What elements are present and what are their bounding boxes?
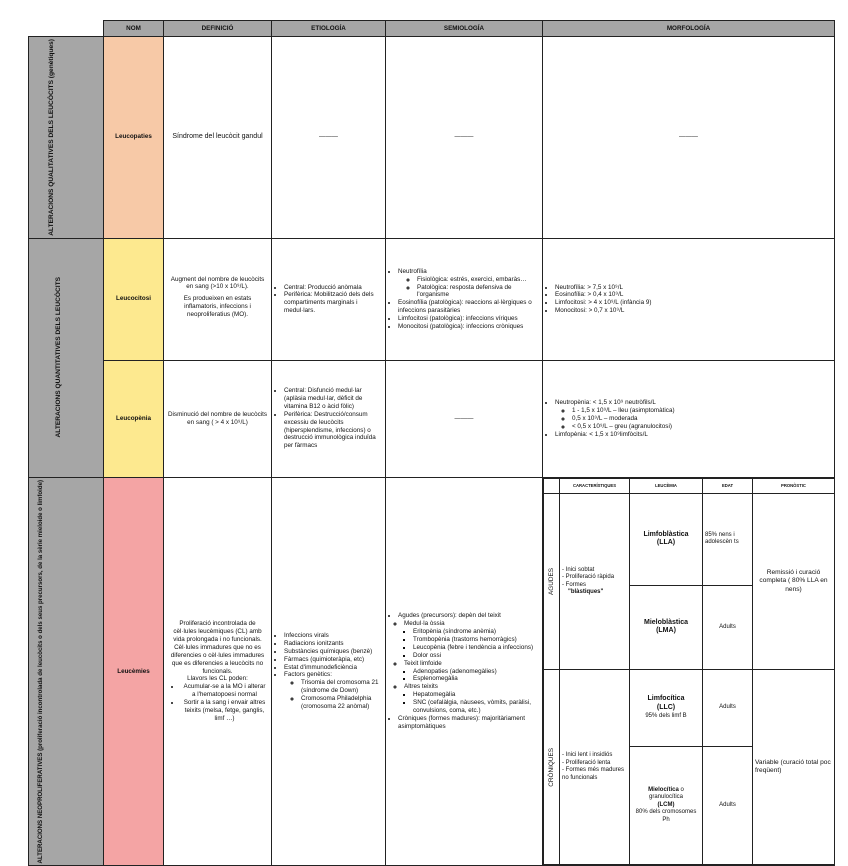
list-item: • Eosinofília: > 0,4 x 10⁹/L — [555, 291, 831, 299]
name-leucemies: Leucèmies — [104, 477, 164, 865]
row-leucocitosi — [29, 238, 835, 360]
header-nom: NOM — [104, 21, 164, 37]
lmc-edat: Adults — [703, 746, 753, 865]
morfologia-leucocitosi-list — [546, 284, 831, 315]
list-item: ◦ < 0,5 x 10⁹/L – greu (agranulocitosi) — [572, 423, 831, 431]
list-item: ▪ Adenopaties (adenomegàlies) — [413, 668, 539, 676]
agudes-label: Agudes (precursors): depèn del teixit — [398, 612, 501, 620]
etiologia-leucopaties: ——— — [272, 37, 386, 239]
definicio-leucemies-list — [167, 683, 268, 722]
list-item: ◦ Fisiològica: estrés, exercici, embaràs… — [417, 276, 539, 284]
definicio-leucopaties: Síndrome del leucòcit gandul — [164, 37, 272, 239]
header-row — [29, 21, 835, 37]
sub-row-llc — [544, 670, 835, 747]
lma-cell: Mieloblàstica (LMA) — [630, 585, 703, 669]
etiologia-leucemies-list — [275, 632, 382, 711]
semiologia-leucopenia: ——— — [386, 360, 543, 477]
list-item — [404, 683, 539, 714]
list-item: - Proliferació lenta — [562, 759, 611, 766]
morfologia-leucemies — [543, 477, 835, 865]
list-item: ▪ Esplenomegàlia — [413, 675, 539, 683]
row-leucemies — [29, 477, 835, 865]
sub-header-row — [544, 478, 835, 493]
list-item: • Limfopènia: < 1,5 x 10⁹limfòcits/L — [555, 431, 831, 439]
list-item: • Monocitosi: > 0,7 x 10⁹/L — [555, 307, 831, 315]
neutropenia-label: Neutropènia: < 1,5 x 10⁹ neutròfils/L — [555, 399, 656, 407]
semiologia-leucemies — [386, 477, 543, 865]
list-item: ◦ 1 - 1,5 x 10⁹/L – lleu (asimptomàtica) — [572, 407, 831, 415]
definicio-leucocitosi — [164, 238, 272, 360]
name-leucopenia: Leucopènia — [104, 360, 164, 477]
medula-label: Medul·la òssia — [404, 620, 445, 628]
morfologia-leucopenia — [543, 360, 835, 477]
blastiques-label: "blàstiques" — [568, 589, 604, 595]
list-item: ▪ Dolor ossi — [413, 652, 539, 660]
row-leucopenia — [29, 360, 835, 477]
lla-edat: 85% nens i adolescèn ts — [703, 494, 753, 586]
list-item: ◦ 0,5 x 10⁹/L – moderada — [572, 415, 831, 423]
list-item: • Central: Producció anòmala — [284, 284, 382, 292]
list-item: - Inici lent i insidiós — [562, 752, 613, 759]
header-definicio: DEFINICIÓ — [164, 21, 272, 37]
sub-header-pronostic: PRONÒSTIC — [753, 478, 835, 493]
list-item — [398, 612, 539, 714]
list-item: • Infeccions virals — [284, 632, 382, 640]
definicio-leucopenia: Disminució del nombre de leucòcits en sang ( > 4 x 10⁹/L) — [164, 360, 272, 477]
header-morfologia: MORFOLOGÍA — [543, 21, 835, 37]
list-item: • Radiacions ionitzants — [284, 640, 382, 648]
header-semiologia: SEMIOLOGÍA — [386, 21, 543, 37]
list-item: • Acumular-se a la MO i alterar a l'hematopoesi normal — [181, 683, 268, 699]
leukocyte-alterations-table — [28, 20, 835, 866]
list-item: ◦ Cromosoma Philadelphia (cromosoma 22 anòmal) — [301, 695, 382, 711]
list-item: ▪ SNC (cefalàlgia, nàusees, vòmits, paràlisi, convulsions, coma, etc.) — [413, 699, 539, 715]
list-item: - Formes més madures no funcionals — [562, 767, 625, 781]
list-item: • Eosinofília (patològica): reaccions al·lèrgiques o infeccions parasitàries — [398, 299, 539, 315]
list-item: • Substàncies químiques (benzè) — [284, 648, 382, 656]
sub-header-edat: EDAT — [703, 478, 753, 493]
group-croniques: CRÒNIQUES — [544, 670, 560, 865]
category-neoproliferatives: ALTERACIONS NEOPROLIFERATIVES (proliferació incontrolada de leucòcits o dels seus precursors, de la sèrie mieloide o limfoide) — [29, 477, 104, 865]
list-item: • Central: Disfunció medul·lar (aplàsia medul·lar, dèficit de vitamina B12 o àcid fòlic) — [284, 387, 382, 411]
neutrofilia-label: Neutrofília — [398, 267, 427, 275]
list-item: • Estat d'immunodeficiència — [284, 664, 382, 672]
lla-cell: Limfoblàstica (LLA) — [630, 494, 703, 586]
etiologia-leucocitosi — [272, 238, 386, 360]
list-item: ▪ Eritopènia (síndrome anèmia) — [413, 628, 539, 636]
altres-label: Altres teixits — [404, 683, 438, 691]
factors-label: Factors genètics: — [284, 671, 332, 679]
definicio-leucemies-p3: Llavors les CL poden: — [187, 675, 248, 683]
list-item — [404, 660, 539, 684]
definicio-leucemies-p2: Cèl·lules immadures que no es diferencies o cèl·lules immadures que es diferencies a leucòcits no funcionals. — [170, 643, 265, 675]
sub-header-blank — [544, 478, 560, 493]
morfologia-leucopenia-list — [546, 399, 831, 438]
llc-cell: Limfocítica (LLC) 95% dels limf B — [630, 670, 703, 747]
header-etiologia: ETIOLOGÍA — [272, 21, 386, 37]
list-item: • Neutrofília: > 7,5 x 10⁹/L — [555, 284, 831, 292]
lmc-cell: Mielocítica o granulocítica (LCM) 80% dels cromosomes Ph — [630, 746, 703, 865]
etiologia-leucopenia — [272, 360, 386, 477]
llc-edat: Adults — [703, 670, 753, 747]
limfoide-label: Teixit limfoide — [404, 659, 442, 667]
list-item — [398, 268, 539, 299]
lma-edat: Adults — [703, 585, 753, 669]
agudes-pronostic: Remissió i curació completa ( 80% LLA en nens) — [753, 494, 835, 670]
definicio-leucemies-p1: Proliferació incontrolada de cèl·lules leucèmiques (CL) amb vida prolongada i no funcionals. — [173, 620, 262, 644]
list-item — [284, 671, 382, 710]
group-agudes: AGUDES — [544, 494, 560, 670]
agudes-caracteristiques — [560, 494, 630, 670]
definicio-leucocitosi-p1: Augment del nombre de leucòcits en sang (>10 x 10⁹/L). — [170, 275, 265, 291]
sub-row-lla — [544, 494, 835, 586]
list-item: • Limfocitosi: > 4 x 10⁹/L (infància 9) — [555, 299, 831, 307]
list-item: ▪ Leucopènia (febre i tendència a infeccions) — [413, 644, 539, 652]
semiologia-leucopaties: ——— — [386, 37, 543, 239]
list-item: • Perifèrica: Destrucció/consum excessiu de leucòcits (hipersplendisme, infeccions) o destrucció immunològica induïda per fàrmacs — [284, 411, 382, 450]
list-item: • Monocitosi (patològica): infeccions cròniques — [398, 323, 539, 331]
morfologia-leucocitosi — [543, 238, 835, 360]
sub-header-caracteristiques: CARACTERÍSTIQUES — [560, 478, 630, 493]
list-item: ◦ Patològica: resposta defensiva de l'organisme — [417, 284, 539, 300]
semiologia-leucocitosi-list — [389, 268, 539, 331]
definicio-leucocitosi-p2: Es produeixen en estats inflamatoris, infeccions i neoproliferatius (MO). — [183, 295, 252, 318]
list-item: • Limfocitosi (patològica): infeccions víriques — [398, 315, 539, 323]
row-leucopaties — [29, 37, 835, 239]
semiologia-leucocitosi — [386, 238, 543, 360]
croniques-caracteristiques — [560, 670, 630, 865]
croniques-pronostic: Variable (curació total poc freqüent) — [753, 670, 835, 865]
list-item: - Proliferació ràpida — [562, 574, 615, 580]
name-leucopaties: Leucopaties — [104, 37, 164, 239]
blank-corner — [29, 21, 104, 37]
list-item: ▪ Trombopènia (trastorns hemorràgics) — [413, 636, 539, 644]
morfologia-leucopaties: ——— — [543, 37, 835, 239]
list-item — [404, 620, 539, 659]
leukemia-classification-table — [543, 478, 835, 865]
list-item: ◦ Trisomia del cromosoma 21 (síndrome de Down) — [301, 679, 382, 695]
list-item: - Inici sobtat — [562, 566, 595, 573]
definicio-leucemies — [164, 477, 272, 865]
etiologia-leucopenia-list — [275, 387, 382, 450]
etiologia-leucemies — [272, 477, 386, 865]
list-item: • Fàrmacs (quimioteràpia, etc) — [284, 656, 382, 664]
list-item: ▪ Hepatomegàlia — [413, 691, 539, 699]
name-leucocitosi: Leucocitosi — [104, 238, 164, 360]
category-quantitatives: ALTERACIONS QUANTITATIVES DELS LEUCÒCITS — [29, 238, 104, 477]
list-item: • Sortir a la sang i envair altres teixits (melsa, fetge, ganglis, limf …) — [181, 699, 268, 723]
category-qualitatives: ALTERACIONS QUALITATIVES DELS LEUCÒCITS (genètiques) — [29, 37, 104, 239]
list-item: • Perifèrica: Mobilització dels dels compartiments marginals i medul·lars. — [284, 291, 382, 315]
list-item — [555, 399, 831, 430]
sub-header-leucemia: LEUCÈMIA — [630, 478, 703, 493]
etiologia-leucocitosi-list — [275, 284, 382, 315]
semiologia-leucemies-list — [389, 612, 539, 730]
list-item: - Formes — [562, 581, 587, 588]
list-item: • Cròniques (formes madures): majoritàriament asimptomàtiques — [398, 715, 539, 731]
